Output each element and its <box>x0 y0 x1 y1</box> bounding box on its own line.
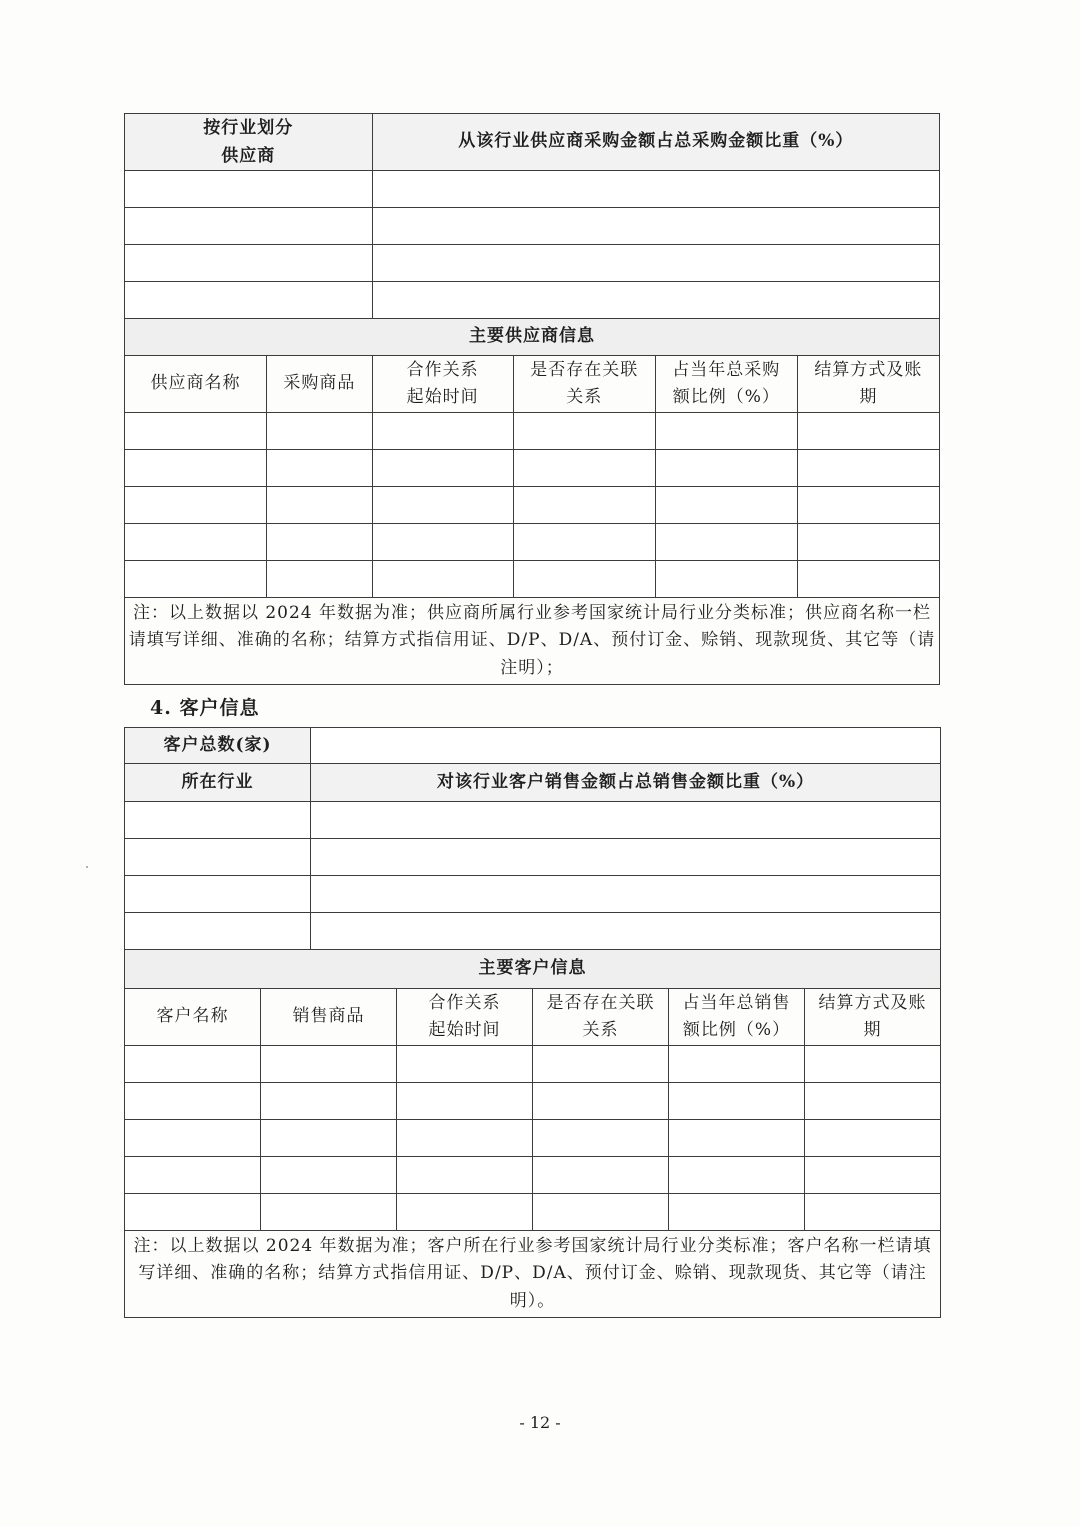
table-cell[interactable] <box>669 1046 805 1083</box>
table-cell[interactable] <box>125 524 267 561</box>
column-header-start-date: 合作关系 起始时间 <box>397 989 533 1046</box>
table-cell[interactable] <box>533 1120 669 1157</box>
table-cell[interactable] <box>805 1157 941 1194</box>
supplier-industry-cell[interactable] <box>125 282 373 319</box>
table-cell[interactable] <box>372 413 513 450</box>
customer-industry-cell[interactable] <box>125 913 311 950</box>
customer-section-title: 4. 客户信息 <box>150 697 260 719</box>
page-number: - 12 - <box>519 1413 561 1432</box>
customer-note: 注：以上数据以 2024 年数据为准；客户所在行业参考国家统计局行业分类标准；客户名称一栏请填写详细、准确的名称；结算方式指信用证、D/P、D/A、预付订金、赊销、现款现货、其它等（请注明）。 <box>125 1231 941 1318</box>
table-cell[interactable] <box>267 561 373 598</box>
table-cell[interactable] <box>805 1120 941 1157</box>
supplier-share-cell[interactable] <box>372 245 939 282</box>
table-cell[interactable] <box>513 524 655 561</box>
supplier-industry-cell[interactable] <box>125 245 373 282</box>
table-cell[interactable] <box>797 524 939 561</box>
table-cell[interactable] <box>125 1194 261 1231</box>
table-cell[interactable] <box>513 561 655 598</box>
table-cell[interactable] <box>267 524 373 561</box>
table-cell[interactable] <box>655 413 797 450</box>
table-row <box>125 1194 941 1231</box>
table-row <box>125 413 940 450</box>
supplier-industry-cell[interactable] <box>125 171 373 208</box>
table-cell[interactable] <box>655 487 797 524</box>
table-cell[interactable] <box>533 1157 669 1194</box>
table-cell[interactable] <box>797 413 939 450</box>
table-cell[interactable] <box>125 1157 261 1194</box>
column-header-customer-name: 客户名称 <box>125 989 261 1046</box>
table-cell[interactable] <box>805 1194 941 1231</box>
table-cell[interactable] <box>655 450 797 487</box>
table-cell[interactable] <box>397 1120 533 1157</box>
customer-share-cell[interactable] <box>311 802 941 839</box>
table-row <box>125 1046 941 1083</box>
column-header-related-party: 是否存在关联 关系 <box>513 356 655 413</box>
table-row <box>125 487 940 524</box>
table-cell[interactable] <box>125 1083 261 1120</box>
customer-industry-header: 所在行业 <box>125 764 311 802</box>
table-cell[interactable] <box>125 561 267 598</box>
table-cell[interactable] <box>797 561 939 598</box>
customer-total-input[interactable] <box>311 728 941 764</box>
table-cell[interactable] <box>261 1046 397 1083</box>
table-cell[interactable] <box>125 1120 261 1157</box>
column-header-settlement: 结算方式及账 期 <box>805 989 941 1046</box>
table-cell[interactable] <box>669 1120 805 1157</box>
column-header-settlement: 结算方式及账 期 <box>797 356 939 413</box>
column-header-purchased-goods: 采购商品 <box>267 356 373 413</box>
column-header-purchase-ratio: 占当年总采购 额比例（%） <box>655 356 797 413</box>
column-header-related-party: 是否存在关联 关系 <box>533 989 669 1046</box>
table-row <box>125 450 940 487</box>
column-header-supplier-name: 供应商名称 <box>125 356 267 413</box>
table-row <box>125 1120 941 1157</box>
column-header-sold-goods: 销售商品 <box>261 989 397 1046</box>
table-cell[interactable] <box>669 1083 805 1120</box>
table-cell[interactable] <box>655 524 797 561</box>
table-cell[interactable] <box>261 1083 397 1120</box>
customer-industry-cell[interactable] <box>125 839 311 876</box>
table-cell[interactable] <box>797 487 939 524</box>
table-cell[interactable] <box>805 1046 941 1083</box>
table-cell[interactable] <box>372 450 513 487</box>
table-cell[interactable] <box>655 561 797 598</box>
customer-industry-cell[interactable] <box>125 876 311 913</box>
customer-share-cell[interactable] <box>311 839 941 876</box>
table-cell[interactable] <box>397 1194 533 1231</box>
table-cell[interactable] <box>805 1083 941 1120</box>
table-cell[interactable] <box>513 413 655 450</box>
supplier-share-cell[interactable] <box>372 171 939 208</box>
supplier-share-header: 从该行业供应商采购金额占总采购金额比重（%） <box>372 114 939 171</box>
supplier-share-cell[interactable] <box>372 282 939 319</box>
table-cell[interactable] <box>125 1046 261 1083</box>
customer-table <box>124 727 941 1318</box>
column-header-start-date: 合作关系 起始时间 <box>372 356 513 413</box>
table-cell[interactable] <box>125 413 267 450</box>
customer-total-label: 客户总数(家) <box>125 728 311 764</box>
supplier-table <box>124 113 940 685</box>
table-cell[interactable] <box>513 450 655 487</box>
column-header-sales-ratio: 占当年总销售 额比例（%） <box>669 989 805 1046</box>
table-row <box>125 1083 941 1120</box>
table-cell[interactable] <box>397 1083 533 1120</box>
table-cell[interactable] <box>533 1046 669 1083</box>
customer-share-cell[interactable] <box>311 913 941 950</box>
table-cell[interactable] <box>267 450 373 487</box>
table-cell[interactable] <box>261 1194 397 1231</box>
table-row <box>125 524 940 561</box>
table-cell[interactable] <box>669 1194 805 1231</box>
customer-industry-cell[interactable] <box>125 802 311 839</box>
table-cell[interactable] <box>261 1157 397 1194</box>
table-cell[interactable] <box>372 561 513 598</box>
table-cell[interactable] <box>533 1083 669 1120</box>
table-row <box>125 561 940 598</box>
table-cell[interactable] <box>125 450 267 487</box>
supplier-note: 注：以上数据以 2024 年数据为准；供应商所属行业参考国家统计局行业分类标准；供应商名称一栏请填写详细、准确的名称；结算方式指信用证、D/P、D/A、预付订金、赊销、现款现货、其它等（请注明）； <box>125 598 940 685</box>
table-cell[interactable] <box>397 1046 533 1083</box>
main-suppliers-title: 主要供应商信息 <box>125 319 940 356</box>
supplier-industry-cell[interactable] <box>125 208 373 245</box>
table-cell[interactable] <box>261 1120 397 1157</box>
customer-share-header: 对该行业客户销售金额占总销售金额比重（%） <box>311 764 941 802</box>
table-cell[interactable] <box>669 1157 805 1194</box>
table-cell[interactable] <box>397 1157 533 1194</box>
table-cell[interactable] <box>267 487 373 524</box>
table-cell[interactable] <box>372 524 513 561</box>
table-row <box>125 1157 941 1194</box>
table-cell[interactable] <box>125 487 267 524</box>
scan-speck <box>86 866 88 868</box>
customer-share-cell[interactable] <box>311 876 941 913</box>
table-cell[interactable] <box>372 487 513 524</box>
table-cell[interactable] <box>797 450 939 487</box>
main-customers-title: 主要客户信息 <box>125 950 941 989</box>
table-cell[interactable] <box>267 413 373 450</box>
supplier-industry-header: 按行业划分 供应商 <box>125 114 373 171</box>
table-cell[interactable] <box>533 1194 669 1231</box>
table-cell[interactable] <box>513 487 655 524</box>
supplier-share-cell[interactable] <box>372 208 939 245</box>
